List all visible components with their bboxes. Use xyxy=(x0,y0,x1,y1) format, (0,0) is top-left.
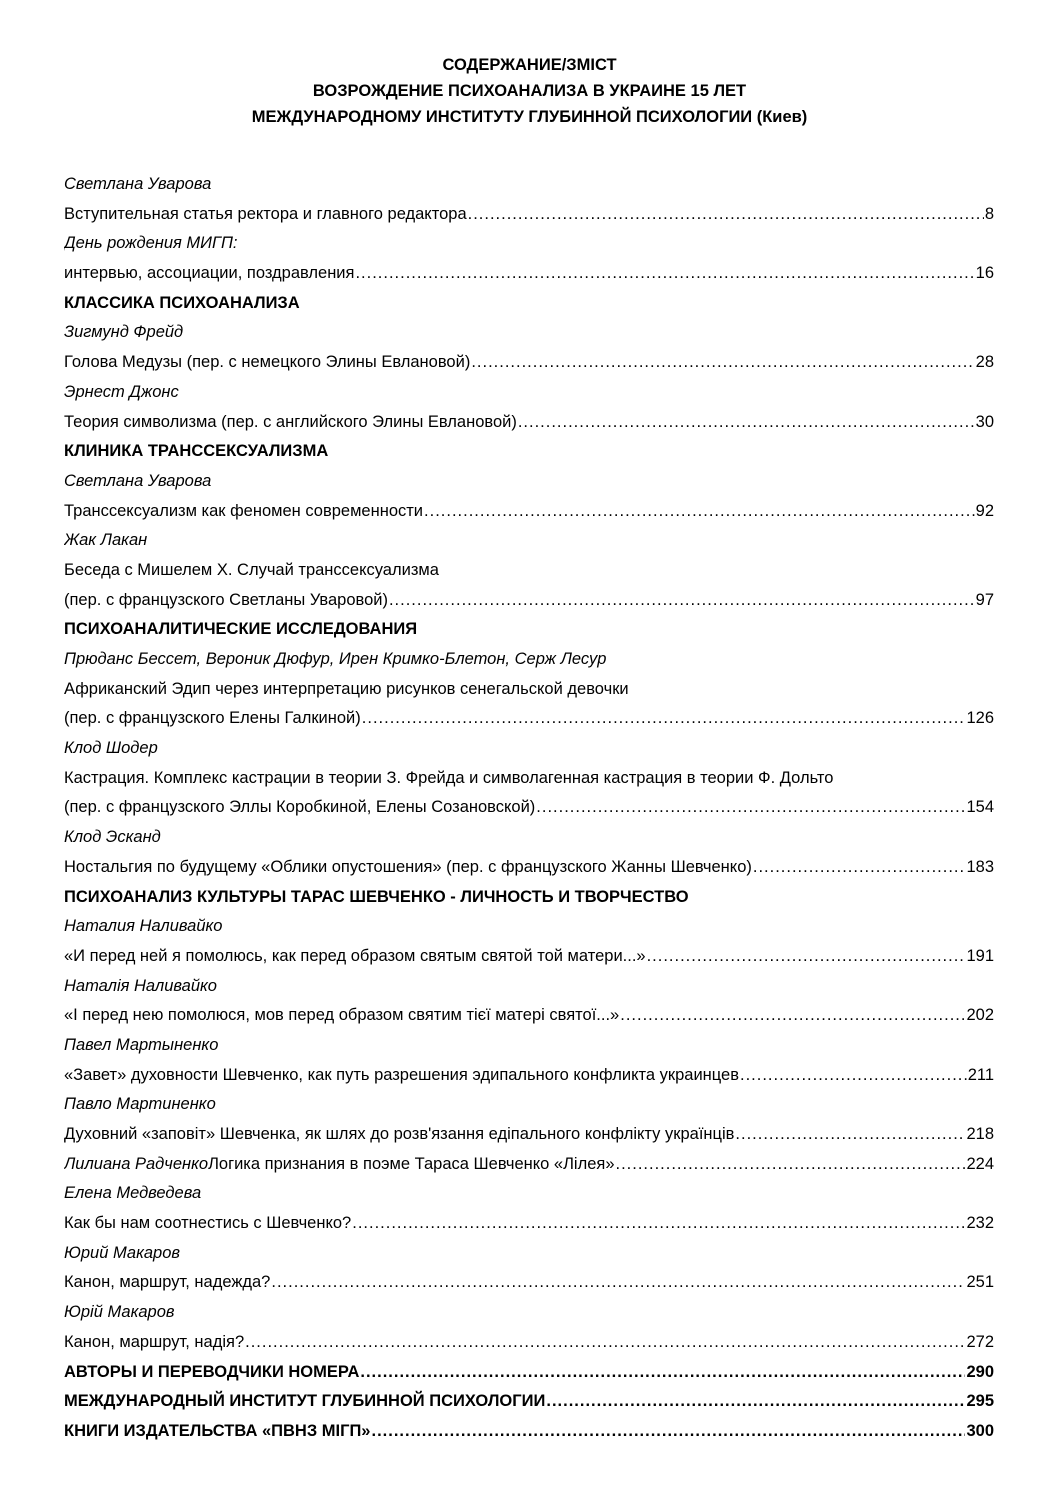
toc-author: Наталія Наливайко xyxy=(64,976,217,995)
dot-leader xyxy=(355,259,974,289)
toc-header xyxy=(0,52,1059,130)
dot-leader xyxy=(546,1387,965,1417)
page-number: 126 xyxy=(966,709,994,728)
page-number: 295 xyxy=(966,1392,994,1411)
dot-leader xyxy=(471,348,974,378)
toc-section-heading: ПСИХОАНАЛИЗ КУЛЬТУРЫ ТАРАС ШЕВЧЕНКО - ЛИЧНОСТЬ И ТВОРЧЕСТВО xyxy=(64,887,689,906)
page-number: 272 xyxy=(966,1332,994,1351)
page-number: 191 xyxy=(966,946,994,965)
dot-leader xyxy=(735,1120,965,1150)
page-number: 290 xyxy=(966,1362,994,1381)
page-number: 202 xyxy=(966,1006,994,1025)
toc-entry-title: (пер. с французского Эллы Коробкиной, Елены Созановской) xyxy=(64,798,536,817)
toc-entry-title: Беседа с Мишелем Х. Случай транссексуализма xyxy=(64,560,439,579)
page-number: 232 xyxy=(966,1214,994,1233)
toc-entry-title: Транссексуализм как феномен современности xyxy=(64,501,424,520)
toc-author: Юрий Макаров xyxy=(64,1243,181,1262)
toc-author: Наталия Наливайко xyxy=(64,917,223,936)
toc-entry-title: Вступительная статья ректора и главного редактора xyxy=(64,204,467,223)
page-number: 8 xyxy=(984,204,994,223)
toc-entry-title: Теория символизма (пер. с английского Элины Евлановой) xyxy=(64,412,517,431)
page-number: 183 xyxy=(966,857,994,876)
toc-entry-title: Голова Медузы (пер. с немецкого Элины Евлановой) xyxy=(64,353,471,372)
dot-leader xyxy=(424,497,975,527)
toc-entry-title: Кастрация. Комплекс кастрации в теории З. Фрейда и символагенная кастрация в теории Ф. Дольто xyxy=(64,768,834,787)
toc-author: Елена Медведева xyxy=(64,1184,202,1203)
toc-entry-title: АВТОРЫ И ПЕРЕВОДЧИКИ НОМЕРА xyxy=(64,1362,360,1381)
toc-author: Эрнест Джонс xyxy=(64,382,179,401)
toc-entry xyxy=(64,408,994,438)
issue-subtitle: МЕЖДУНАРОДНОМУ ИНСТИТУТУ ГЛУБИННОЙ ПСИХОЛОГИИ (Киев) xyxy=(251,108,808,126)
dot-leader xyxy=(616,1150,966,1180)
page-number: 300 xyxy=(966,1421,994,1440)
toc-entry xyxy=(64,1387,994,1417)
toc-entry-title: КНИГИ ИЗДАТЕЛЬСТВА «ПВНЗ МІГП» xyxy=(64,1421,371,1440)
toc-heading: СОДЕРЖАНИЕ/ЗМІСТ xyxy=(442,56,617,74)
toc-entry xyxy=(64,942,994,972)
toc-author: Павел Мартыненко xyxy=(64,1035,219,1054)
toc-entry-title: «И перед ней я помолюсь, как перед образом святым святой той матери...» xyxy=(64,946,646,965)
page-number: 218 xyxy=(966,1125,994,1143)
page-number: 16 xyxy=(975,264,994,283)
dot-leader xyxy=(647,942,966,972)
page-number: 154 xyxy=(966,798,994,817)
toc-entry-title: Духовний «заповіт» Шевченка, як шлях до розв'язання едіпального конфлікту українців xyxy=(64,1125,735,1143)
page-number: 251 xyxy=(966,1273,994,1292)
toc-entry-title: Как бы нам соотнестись с Шевченко? xyxy=(64,1214,352,1233)
dot-leader xyxy=(518,408,975,438)
dot-leader xyxy=(740,1061,967,1091)
toc-entry xyxy=(64,1061,994,1091)
toc-author: Жак Лакан xyxy=(64,531,148,550)
toc-entry-title: Африканский Эдип через интерпретацию рисунков сенегальской девочки xyxy=(64,679,629,698)
dot-leader xyxy=(245,1328,965,1358)
toc-entry-title: Логика признания в поэме Тараса Шевченко «Лілея» xyxy=(208,1154,615,1173)
dot-leader xyxy=(360,1358,965,1388)
toc-author: Павло Мартиненко xyxy=(64,1095,216,1114)
toc-entry-title: Канон, маршрут, надія? xyxy=(64,1332,245,1351)
toc-entry xyxy=(64,348,994,378)
dot-leader xyxy=(271,1268,965,1298)
toc-entry xyxy=(64,1417,994,1447)
toc-entry-title: (пер. с французского Светланы Уваровой) xyxy=(64,590,388,609)
dot-leader xyxy=(536,793,965,823)
toc-author: Зигмунд Фрейд xyxy=(64,323,184,342)
toc-entry xyxy=(64,200,994,230)
toc-author: Юрій Макаров xyxy=(64,1303,175,1322)
page-number: 92 xyxy=(975,501,994,520)
dot-leader xyxy=(362,704,966,734)
page-number: 30 xyxy=(975,412,994,431)
toc-author: Прюданс Бессет, Вероник Дюфур, Ирен Кримко-Блетон, Серж Лесур xyxy=(64,650,607,668)
toc-entry-title: Канон, маршрут, надежда? xyxy=(64,1273,271,1292)
toc-entry-title: «І перед нею помолюся, мов перед образом святим тієї матері святої...» xyxy=(64,1006,620,1025)
toc-entry xyxy=(64,853,994,883)
toc-entry xyxy=(64,1328,994,1358)
dot-leader xyxy=(620,1001,965,1031)
toc-entry-author: Лилиана Радченко xyxy=(64,1154,209,1173)
toc-entry xyxy=(64,1268,994,1298)
dot-leader xyxy=(371,1417,965,1447)
table-of-contents xyxy=(64,170,994,1447)
toc-entry xyxy=(64,704,994,734)
dot-leader xyxy=(352,1209,965,1239)
page-number: 97 xyxy=(975,590,994,609)
toc-entry-title: «Завет» духовности Шевченко, как путь разрешения эдипального конфликта украинцев xyxy=(64,1065,740,1084)
toc-author: Клод Эсканд xyxy=(64,828,161,847)
page-number: 28 xyxy=(975,353,994,372)
toc-section-heading: КЛИНИКА ТРАНССЕКСУАЛИЗМА xyxy=(64,442,329,461)
toc-entry-title: Ностальгия по будущему «Облики опустошения» (пер. с французского Жанны Шевченко) xyxy=(64,857,752,876)
toc-section-heading: ПСИХОАНАЛИТИЧЕСКИЕ ИССЛЕДОВАНИЯ xyxy=(64,620,418,639)
toc-entry xyxy=(64,1358,994,1388)
toc-entry-title: интервью, ассоциации, поздравления xyxy=(64,264,355,283)
toc-entry xyxy=(64,586,994,616)
dot-leader xyxy=(468,200,984,230)
toc-entry xyxy=(64,1120,994,1150)
issue-title: ВОЗРОЖДЕНИЕ ПСИХОАНАЛИЗА В УКРАИНЕ 15 ЛЕТ xyxy=(312,82,747,100)
toc-author: Светлана Уварова xyxy=(64,471,212,490)
dot-leader xyxy=(753,853,966,883)
toc-entry-title: МЕЖДУНАРОДНЫЙ ИНСТИТУТ ГЛУБИННОЙ ПСИХОЛОГИИ xyxy=(64,1392,546,1411)
page-number: 224 xyxy=(966,1154,994,1173)
dot-leader xyxy=(389,586,975,616)
toc-entry-title: (пер. с французского Елены Галкиной) xyxy=(64,709,361,728)
toc-section-heading: КЛАССИКА ПСИХОАНАЛИЗА xyxy=(64,293,300,312)
toc-entry xyxy=(64,1001,994,1031)
toc-author: День рождения МИГП: xyxy=(64,234,238,253)
toc-author: Светлана Уварова xyxy=(64,175,212,193)
toc-entry xyxy=(64,1150,994,1180)
toc-entry xyxy=(64,259,994,289)
toc-entry xyxy=(64,1209,994,1239)
page-number: 211 xyxy=(967,1065,994,1084)
toc-entry xyxy=(64,793,994,823)
toc-author: Клод Шодер xyxy=(64,739,158,758)
toc-entry xyxy=(64,497,994,527)
